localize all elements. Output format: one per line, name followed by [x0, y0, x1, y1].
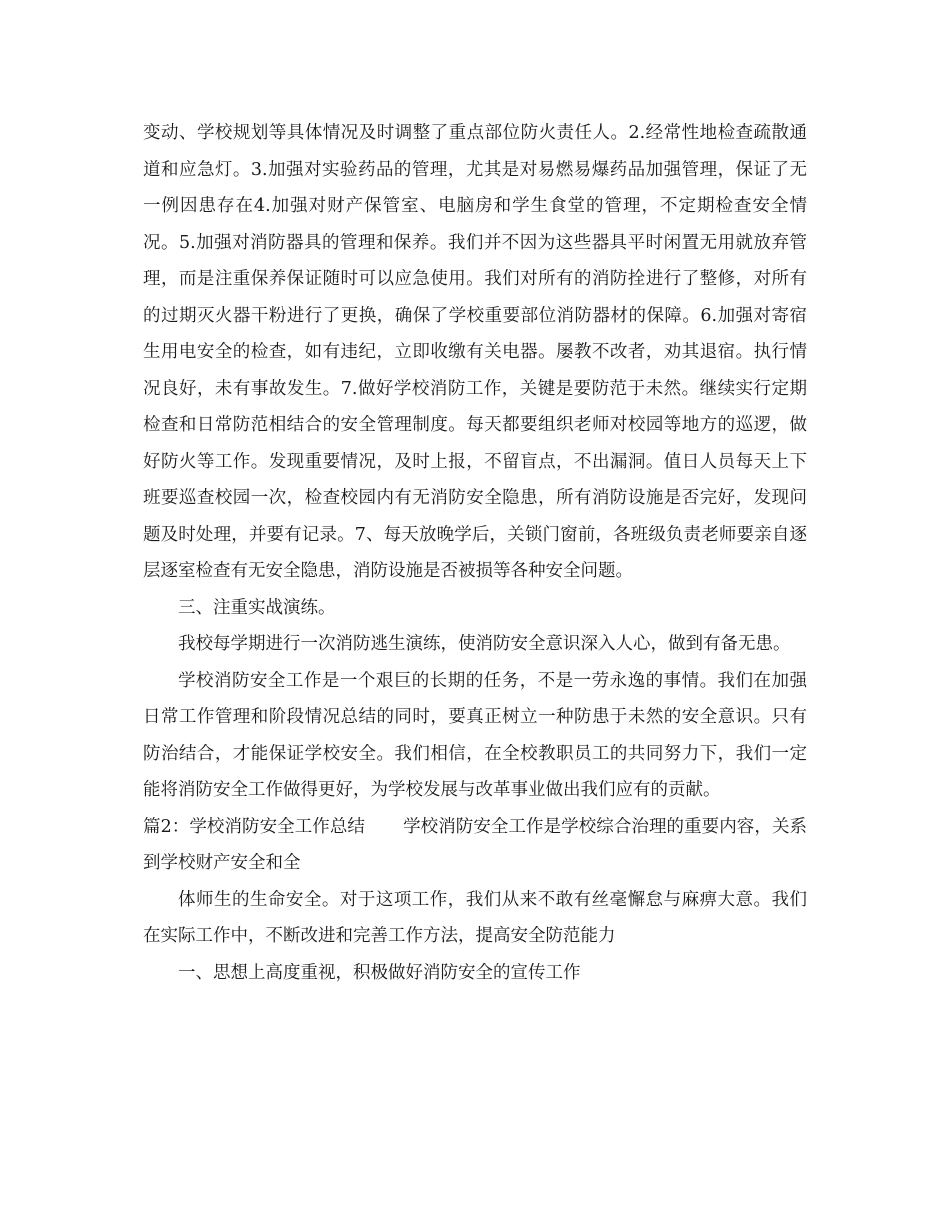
paragraph-drills: 我校每学期进行一次消防逃生演练，使消防安全意识深入人心，做到有备无患。	[178, 634, 791, 654]
paragraph-article-2-continued: 体师生的生命安全。对于这项工作，我们从来不敢有丝毫懈怠与麻痹大意。我们在实际工作中，不断改进和完善工作方法，提高安全防范能力	[143, 889, 807, 946]
article-2-lead: 学校消防安全工作是学校综合治理的重要内容，关系到学校财产安全和全	[143, 816, 808, 873]
article-2-title: 篇2：学校消防安全工作总结	[143, 816, 365, 837]
paragraph-fire-safety-measures: 变动、学校规划等具体情况及时调整了重点部位防火责任人。2.经常性地检查疏散通道和应急灯。3.加强对实验药品的管理，尤其是对易燃易爆药品加强管理，保证了无一例因患存在4.加强对财产保管室、电脑房和学生食堂的管理，不定期检查安全情况。5.加强对消防器具的管理和保养。我们并不因为这些器具平时闲置无用就放弃管理，而是注重保养保证随时可以应急使用。我们对所有的消防拴进行了整修，对所有的过期灭火器干粉进行了更换，确保了学校重要部位消防器材的保障。6.加强对寄宿生用电安全的检查，如有违纪，立即收缴有关电器。屡教不改者，劝其退宿。执行情况良好，未有事故发生。7.做好学校消防工作，关键是要防范于未然。继续实行定期检查和日常防范相结合的安全管理制度。每天都要组织老师对校园等地方的巡逻，做好防火等工作。发现重要情况，及时上报，不留盲点，不出漏洞。值日人员每天上下班要巡查校园一次，检查校园内有无消防安全隐患，所有消防设施是否完好，发现问题及时处理，并要有记录。7、每天放晚学后，关锁门窗前，各班级负责老师要亲自逐层逐室检查有无安全隐患，消防设施是否被损等各种安全问题。	[143, 123, 807, 581]
paragraph-article-2-intro	[143, 809, 807, 882]
document-body	[143, 115, 807, 991]
paragraph-conclusion: 学校消防安全工作是一个艰巨的长期的任务，不是一劳永逸的事情。我们在加强日常工作管理和阶段情况总结的同时，要真正树立一种防患于未然的安全意识。只有防治结合，才能保证学校安全。我们相信，在全校教职员工的共同努力下，我们一定能将消防安全工作做得更好，为学校发展与改革事业做出我们应有的贡献。	[143, 670, 807, 800]
section-heading-awareness: 一、思想上高度重视，积极做好消防安全的宣传工作	[178, 962, 581, 983]
section-heading-drills: 三、注重实战演练。	[178, 597, 336, 618]
